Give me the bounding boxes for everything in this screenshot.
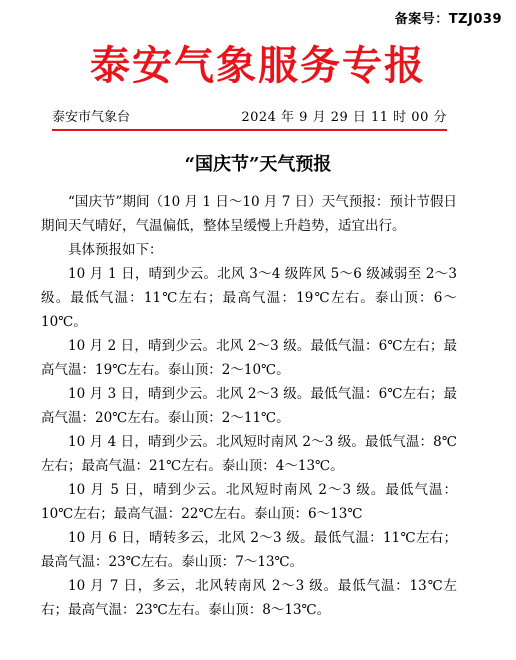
- forecast-day-7: 10 月 7 日，多云，北风转南风 2～3 级。最低气温：13℃左右；最高气温：23℃左右。泰山顶：8～13℃。: [41, 578, 457, 618]
- masthead-title: 泰安气象服务专报: [90, 42, 426, 89]
- forecast-day-3: 10 月 3 日，晴到少云。北风 2～3 级。最低气温：6℃左右；最高气温：20℃左右。泰山顶：2～11℃。: [41, 386, 457, 426]
- document-body: [41, 190, 457, 622]
- red-divider: [52, 129, 447, 131]
- forecast-day-2: 10 月 2 日，晴到少云。北风 2～3 级。最低气温：6℃左右；最高气温：19℃左右。泰山顶：2～10℃。: [41, 338, 457, 378]
- issuer-line: [52, 106, 447, 126]
- forecast-day-5: 10 月 5 日，晴到少云。北风短时南风 2～3 级。最低气温：10℃左右；最高气温：22℃左右。泰山顶：6～13℃: [41, 482, 457, 522]
- forecast-day-1: 10 月 1 日，晴到少云。北风 3～4 级阵风 5～6 级减弱至 2～3 级。最低气温：11℃左右；最高气温：19℃左右。泰山顶：6～10℃。: [41, 266, 457, 330]
- forecast-day-6: 10 月 6 日，晴转多云，北风 2～3 级。最低气温：11℃左右；最高气温：23℃左右。泰山顶：7～13℃。: [41, 530, 457, 570]
- forecast-subheading: 具体预报如下：: [68, 242, 163, 258]
- issue-time: 2024 年 9 月 29 日 11 时 00 分: [241, 110, 447, 125]
- forecast-day-4: 10 月 4 日，晴到少云。北风短时南风 2～3 级。最低气温：8℃左右；最高气温：21℃左右。泰山顶：4～13℃。: [41, 434, 457, 474]
- issuer-name: 泰安市气象台: [52, 110, 131, 125]
- document-title: “国庆节”天气预报: [184, 154, 332, 175]
- record-number: 备案号：TZJ039: [394, 12, 502, 27]
- intro-paragraph: “国庆节”期间（10 月 1 日～10 月 7 日）天气预报：预计节假日期间天气晴好，气温偏低，整体呈缓慢上升趋势，适宜出行。: [41, 194, 457, 234]
